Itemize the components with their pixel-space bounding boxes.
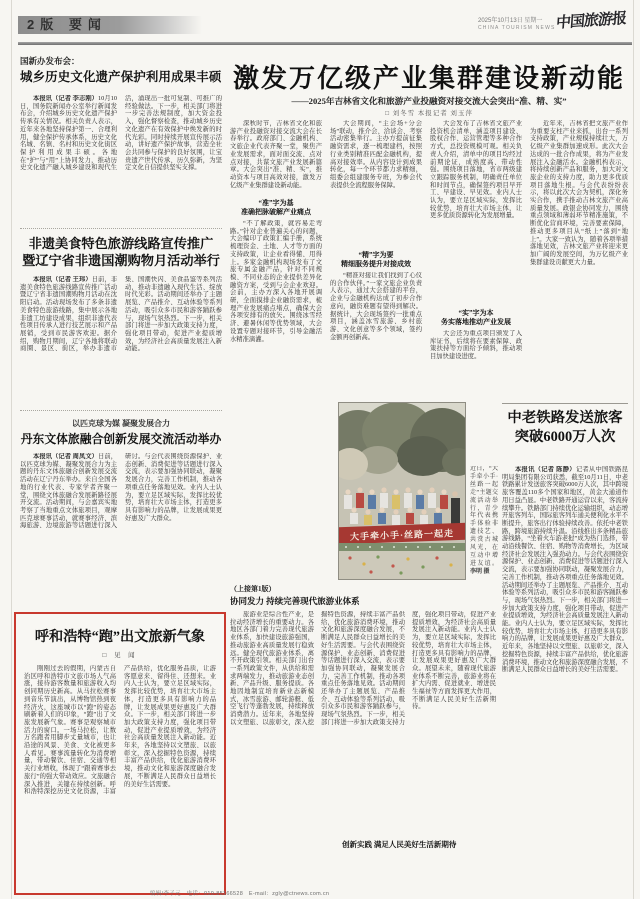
lead-col1 — [230, 120, 322, 402]
lead-subhead-shi-line1: “实”字为本 — [458, 309, 494, 317]
news2-title — [20, 235, 222, 269]
lead-subhead-jing-line1: “精”字为要 — [358, 251, 394, 259]
section-badge: 2版 要闻 — [18, 16, 202, 34]
news1-title: 城乡历史文化遗产保护利用成果丰硕 — [20, 70, 222, 84]
page-right-edge — [633, 0, 634, 899]
lead-col2-p1: 大会期间，“主会场+分会场”联动，推介会、洽谈会、考察活动密集举行。主办方提前征集融资需求，逐一梳理建档，按照行业类别精准匹配金融机构，提高对接效率。从内容设计到成果转化，每一个环节都力求精细，组委会组建服务专班，为参会代表提供全流程服务保障。 — [330, 120, 422, 189]
lead-col2 — [330, 120, 422, 402]
news1-body — [20, 95, 222, 222]
lead-subhead-zhun — [230, 199, 322, 217]
lead-byline: □ 刘冬雪 本报记者 刘玉萍 — [385, 110, 473, 117]
lead-title: 激发万亿级产业集群建设新动能 — [232, 64, 625, 93]
rail-lead: 本报讯（记者 陈静） — [515, 466, 576, 473]
lead-col4: 近年来，吉林省把文旅产业作为重要支柱产业来抓，出台一系列支持政策，产业规模持续壮大，万亿级产业集群加速成形。此次大会达成的一批合作成果，将为产业发展注入金融活水。金融机构表示，将持续创新产品和服务，加大对文旅企业的支持力度，助力更多优质项目落地生根。与会代表纷纷表示，将以此次大会为契机，深化务实合作，携手推动吉林文旅产业高质量发展。政银企协同发力，围绕重点领域和薄弱环节精准施策，不断优化营商环境，完善要素保障，推动更多项目从“纸上”落到“地上”。大家一致认为，随着各项举措落地见效，吉林文旅产业将迎来更加广阔的发展空间，为万亿级产业集群建设贡献更大力量。 — [530, 120, 628, 266]
rail-text: 记者从中国铁路昆明局集团有限公司获悉，截至10月11日，中老铁路累计发送旅客突破6000万人次，其中跨境旅客覆盖110多个国家和地区，黄金大通道作用日益凸显。中老铁路开通运营以来，客流持续攀升。铁路部门持续优化运输组织，动态增开旅客列车，国际旅客列车通关便利化水平不断提升，旅客出行体验持续改善。依托中老铁路，跨境旅游持续升温。沿线推出多条精品旅游线路，“坐着火车游老挝”成为热门选择，带动沿线餐饮、住宿、购物等消费增长，为区域经济社会发展注入强劲动力。与会代表围绕资源保护、业态创新、消费促进等话题进行深入交流，表示要加强协同联动，凝聚发展合力，完善工作机制，推动各项重点任务落地见效。活动期间还举办了主题展览、产品推介、互动体验等系列活动，吸引众多市民和游客踊跃参与，现场气氛热烈。下一步，相关部门将进一步加大政策支持力度，强化项目带动，促进产业提质增效，为经济社会高质量发展注入新动能。业内人士认为，要立足区域实际，发挥比较优势，培育壮大市场主体，打造更多具有影响力的品牌，让发展成果更好惠及广大群众。近年来，各地坚持以文塑旅、以旅彰文，深入挖掘特色资源，持续丰富产品供给，优化旅游消费环境，推动文化和旅游深度融合发展，不断满足人民群众日益增长的美好生活需要。 — [502, 466, 628, 674]
commentary-box — [14, 612, 226, 895]
separator-1 — [20, 228, 222, 229]
lead-subhead-jing — [330, 251, 422, 269]
lead-col3-p1: 大会发布了吉林省文旅产业投资机会清单，涵盖项目建设、股权合作、运营管理等多种合作方式，总投资规模可观。相关负责人介绍，清单中的项目均经过前期论证，成熟度高、带动性强。围绕项目落地，省市两级建立跟踪服务机制，明确责任单位和时间节点，确保签约项目早开工、早建设、早见效。业内人士认为，要立足区域实际，发挥比较优势，培育壮大市场主体，让更多优质资源转化为发展增量。 — [430, 120, 522, 220]
news3-body — [20, 453, 222, 603]
continued-note: （上接第1版） — [230, 585, 276, 593]
rail-title-line1: 中老铁路发送旅客 — [507, 410, 623, 426]
masthead-paper-en: CHINA TOURISM NEWS — [478, 25, 556, 31]
lead-col1-p1: 深秋时节，吉林省文化和旅游产业投融资对接交流大会在长春举行。政府部门、金融机构、文旅企业代表齐聚一堂，聚焦产业发展需求，面对面交流、点对点对接，共谋文旅产业发展新篇章。大会突出“准、精、实”，推动资本与项目高效对接，激发万亿级产业集群建设新动能。 — [230, 120, 322, 189]
lead-subhead-zhun-line2: 准确把脉破解产业痛点 — [241, 208, 311, 216]
lead-subtitle: ——2025年吉林省文化和旅游产业投融资对接交流大会突出“准、精、实” — [291, 96, 567, 106]
lead-col3-p2: 大会还为重点项目颁发了入库证书，后续将在要素保障、政策扶持等方面给予倾斜，推动项目加快建设进度。 — [430, 330, 522, 361]
news3-lead: 本报讯（记者 周凤文） — [33, 453, 99, 460]
lead-subhead-zhun-line1: “准”字为基 — [258, 199, 294, 207]
commentary-body: 刚刚过去的假期，内蒙古自治区呼和浩特市文旅市场人气高涨，接待游客数量和旅游收入均创同期历史新高。从马拉松赛事到音乐节演出，从博物馆热到夜经济火，这座城市以“跑”的姿态刷新着人们的印象，“跑”出了文旅发展新气象。赛事是观察城市活力的窗口。一场马拉松，让数万名跑者用脚步丈量城市，也让沿途的风景、美食、文化被更多人看见。赛事流量转化为消费增量，带动餐饮、住宿、交通等相关行业增收，体现了“跟着赛事去旅行”的强大带动效应。文旅融合深入推进，关键在持续创新。呼和浩特深挖历史文化资源，丰富产品供给，优化服务品质，让游客愿意来、留得住、还想来。业内人士认为，要立足区域实际，发挥比较优势，培育壮大市场主体，打造更多具有影响力的品牌，让发展成果更好惠及广大群众。下一步，相关部门将进一步加大政策支持力度，强化项目带动，促进产业提质增效，为经济社会高质量发展注入新动能。近年来，各地坚持以文塑旅、以旅彰文，深入挖掘特色资源，持续丰富产品供给，优化旅游消费环境，推动文化和旅游深度融合发展，不断满足人民群众日益增长的美好生活需要。 — [24, 665, 216, 796]
news2-body — [20, 276, 222, 404]
masthead-logo: 中国旅游报 — [555, 10, 627, 32]
news1-text: 10月10日，国务院新闻办公室举行新闻发布会，介绍城乡历史文化遗产保护传承有关情况。相关负责人表示，近年来各地坚持保护第一、合理利用，健全保护传承体系，历史文化名城、名镇、名村和历史文化街区保护利用成果丰硕。各地在“护”与“用”上协同发力，推动历史文化遗产融入城乡建设和现代生活，涌现出一批可复制、可推广的经验做法。下一步，相关部门将进一步完善法规制度，加大资金投入，强化督察检查，推动城乡历史文化遗产在有效保护中焕发新的时代光彩。同时持续开展宣传展示活动，讲好遗产保护故事，营造全社会共同参与保护的良好氛围，让宝贵遗产世代传承、历久弥新，为坚定文化自信提供坚实支撑。 — [20, 95, 222, 172]
news2-title-line2: 暨辽宁省非遗国潮购物月活动举行 — [22, 253, 220, 268]
news-photo — [338, 402, 466, 580]
masthead-date: 2025年10月13日 星期一 — [478, 18, 543, 24]
lead-col1-p2: “不了解政策，就容易走弯路。”针对企业普遍关心的问题，大会编印了政策汇编手册，系统梳理资金、土地、人才等方面的支持政策，让企业看得懂、用得上。多家金融机构现场发布了文旅专属金融产品，针对不同规模、不同业态的企业提供差异化融资方案，受到与会企业欢迎。会前，主办方深入各地开展调研，全面摸排企业融资需求，梳理产业发展痛点堵点，确保大会各项安排有的放矢。围绕冰雪经济、避暑休闲等优势领域，大会设置专题对接环节，引导金融活水精准滴灌。 — [230, 220, 322, 343]
rail-body — [502, 466, 628, 887]
news1-kicker: 国新办发布会： — [20, 56, 80, 66]
news2-title-line1: 非遗美食特色旅游线路宣传推广 — [28, 236, 214, 251]
lead-col2-p2: “精准对接让我们找到了心仪的合作伙伴。”一家文旅企业负责人表示，通过大会搭建的平台，企业与金融机构达成了初步合作意向，融资难题有望得到解决。据统计，大会现场签约一批重点项目，涵盖冰雪旅游、乡村旅游、文化创意等多个领域，签约金额再创新高。 — [330, 272, 422, 341]
news3-kicker: 以匹克球为媒 凝聚发展合力 — [72, 419, 170, 428]
continued-subhead-2: 创新实践 满足人民美好生活新期待 — [340, 838, 496, 851]
page-footer: 编辑/李子元 电话：010-85166528 E-mail：zgly@ctnews.com.cn — [150, 891, 330, 897]
commentary-title: 呼和浩特“跑”出文旅新气象 — [34, 629, 206, 645]
page-left-edge — [11, 0, 12, 899]
commentary-byline: □ 见 闻 — [102, 652, 138, 659]
header-rule — [18, 42, 632, 45]
lead-subhead-jing-line2: 精细服务提升对接成效 — [341, 260, 411, 268]
news1-lead: 本报讯（记者 李志刚） — [33, 95, 99, 102]
photo-caption — [470, 466, 498, 592]
lead-col3 — [430, 120, 522, 402]
photo-caption-text: 近日，“大手牵小手·丝路一起走”主题交流活动举行，青少年代表携手体验非遗技艺、共赏古城风光，在互动中增进友谊。 — [470, 466, 498, 567]
rail-title — [502, 409, 628, 447]
continued-subhead-1: 协同发力 持续完善现代旅游业体系 — [230, 596, 360, 606]
lead-subhead-shi-line2: 务实落地推动产业发展 — [441, 318, 511, 326]
rail-top-rule — [502, 403, 628, 404]
masthead-dateblock — [478, 18, 560, 32]
news2-text: 日前，非遗美食特色旅游线路宣传推广活动暨辽宁省非遗国潮购物月活动在沈阳启动。活动现场发布了多条非遗美食特色旅游线路，集中展示各地非遗工坊建设成果，组织非遗代表性项目传承人进行技艺展示和产品展销，受到市民游客欢迎。据介绍，购物月期间，辽宁各地将联动商圈、景区、街区，举办非遗市集、国潮快闪、美食品鉴等系列活动，推动非遗融入现代生活、绽放时代光彩。活动期间还举办了主题展览、产品推介、互动体验等系列活动，吸引众多市民和游客踊跃参与，现场气氛热烈。下一步，相关部门将进一步加大政策支持力度，强化项目带动，促进产业提质增效，为经济社会高质量发展注入新动能。 — [20, 276, 222, 353]
news3-text: 日前，以匹克球为媒、凝聚发展合力为主题的丹东文体旅融合创新发展交流活动在辽宁丹东举办。来自全国各地的行业代表、专家学者齐聚一堂，围绕文体旅融合发展新路径展开交流。活动期间，与会嘉宾实地考察了当地重点文体旅项目，观摩匹克球赛事活动，就赛事经济、滨海旅游、边境旅游等话题进行深入研讨。与会代表围绕资源保护、业态创新、消费促进等话题进行深入交流，表示要加强协同联动，凝聚发展合力，完善工作机制，推动各项重点任务落地见效。业内人士认为，要立足区域实际，发挥比较优势，培育壮大市场主体，打造更多具有影响力的品牌，让发展成果更好惠及广大群众。 — [20, 453, 222, 530]
photo-banner-text: 大手牵小手·丝路一起走 — [349, 528, 455, 542]
separator-2 — [20, 410, 222, 411]
news2-lead: 本报讯（记者 王玮） — [33, 276, 92, 283]
photo-illustration — [338, 402, 466, 580]
lead-subhead-shi — [430, 309, 522, 327]
news3-title: 丹东文体旅融合创新发展交流活动举办 — [20, 432, 222, 446]
photo-credit: 李明 摄 — [470, 568, 490, 575]
continued-body: 旅游业是综合性产业，是拉动经济增长的重要动力。各地区各部门着力完善现代旅游业体系，加快建设旅游强国，推动旅游业高质量发展行稳致远。健全现代旅游业体系，离不开政策引领。相关部门出台一系列政策文件，从供给和需求两端发力，推动旅游业态创新、产品升级、服务提质。各地因地制宜培育新业态新模式，冰雪旅游、邮轮游艇、低空飞行等蓬勃发展，持续释放消费潜力。近年来，各地坚持以文塑旅、以旅彰文，深入挖掘特色资源，持续丰富产品供给，优化旅游消费环境，推动文化和旅游深度融合发展，不断满足人民群众日益增长的美好生活需要。与会代表围绕资源保护、业态创新、消费促进等话题进行深入交流，表示要加强协同联动，凝聚发展合力，完善工作机制，推动各项重点任务落地见效。活动期间还举办了主题展览、产品推介、互动体验等系列活动，吸引众多市民和游客踊跃参与，现场气氛热烈。下一步，相关部门将进一步加大政策支持力度，强化项目带动，促进产业提质增效，为经济社会高质量发展注入新动能。业内人士认为，要立足区域实际，发挥比较优势，培育壮大市场主体，打造更多具有影响力的品牌，让发展成果更好惠及广大群众。展望未来，随着现代旅游业体系不断完善，旅游业将在扩大内需、促进就业、增进民生福祉等方面发挥更大作用，不断满足人民美好生活新期待。 — [230, 611, 496, 726]
rail-title-line2: 突破6000万人次 — [514, 429, 616, 445]
